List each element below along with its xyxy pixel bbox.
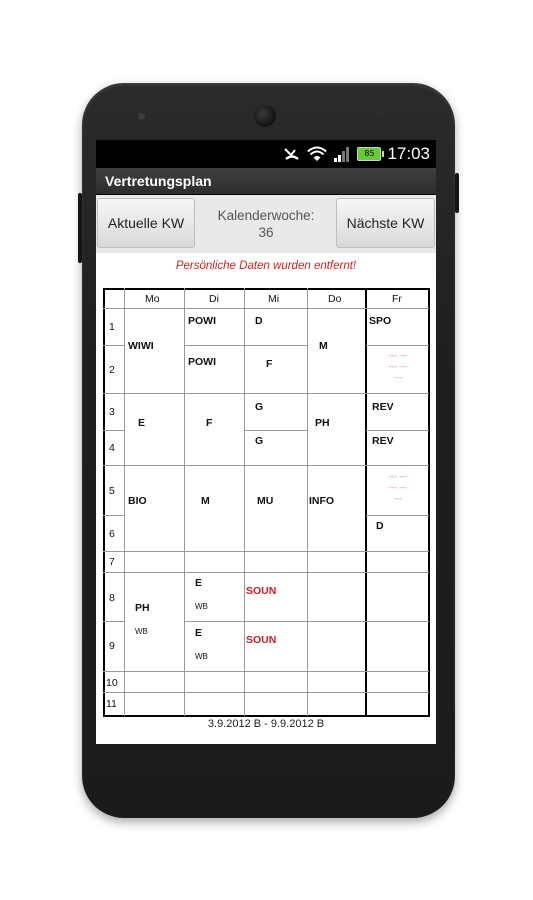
room-di-8: WB: [195, 602, 208, 611]
redacted-line: ---: [394, 373, 402, 382]
next-week-button[interactable]: Nächste KW: [336, 198, 435, 248]
lesson-mi-2[interactable]: F: [266, 358, 273, 370]
lesson-mi-4[interactable]: G: [255, 435, 264, 447]
redacted-line: --- ---: [388, 351, 408, 360]
redacted-line: --- ---: [388, 483, 408, 492]
lesson-di-1[interactable]: POWI: [188, 315, 216, 327]
lesson-mi-5-6[interactable]: MU: [257, 495, 274, 507]
lesson-fr-4[interactable]: REV: [372, 435, 394, 447]
light-sensor: [376, 111, 384, 115]
calendar-week-number: 36: [258, 225, 274, 240]
redacted-line: ---: [394, 494, 402, 503]
redacted-fr-5: [378, 471, 418, 504]
app-bar: [96, 168, 436, 195]
volume-button: [78, 193, 82, 263]
period-10: 10: [106, 677, 118, 689]
day-header-fr: Fr: [392, 293, 402, 305]
proximity-sensor: [138, 113, 145, 120]
lesson-mo-1-2[interactable]: WIWI: [128, 340, 154, 352]
date-range: 3.9.2012 B - 9.9.2012 B: [207, 718, 325, 730]
lesson-mo-5-6[interactable]: BIO: [128, 495, 147, 507]
lesson-di-3-4[interactable]: F: [206, 417, 213, 429]
clock: 17:03: [387, 144, 430, 163]
missed-call-icon: [283, 145, 301, 163]
lesson-fr-3[interactable]: REV: [372, 401, 394, 413]
lesson-mi-9-substitution[interactable]: SOUN: [246, 634, 277, 646]
lesson-mi-1[interactable]: D: [255, 315, 263, 327]
period-2: 2: [109, 364, 115, 376]
day-header-do: Do: [328, 293, 342, 305]
period-4: 4: [109, 442, 115, 454]
period-9: 9: [109, 640, 115, 652]
lesson-mo-8-9[interactable]: PH: [135, 602, 150, 614]
lesson-di-2[interactable]: POWI: [188, 356, 216, 368]
signal-icon: [333, 145, 351, 163]
battery-level: 85: [364, 149, 375, 158]
day-header-mo: Mo: [145, 293, 160, 305]
current-week-button[interactable]: Aktuelle KW: [97, 198, 195, 248]
lesson-mo-3-4[interactable]: E: [138, 417, 146, 429]
day-header-mi: Mi: [268, 293, 280, 305]
period-6: 6: [109, 528, 115, 540]
screen: [96, 140, 436, 744]
lesson-fr-6[interactable]: D: [376, 520, 384, 532]
lesson-do-3-4[interactable]: PH: [315, 417, 330, 429]
redacted-fr-2: [378, 350, 418, 383]
period-5: 5: [109, 485, 115, 497]
lesson-mi-3[interactable]: G: [255, 401, 264, 413]
period-1: 1: [109, 321, 115, 333]
privacy-notice: Persönliche Daten wurden entfernt!: [175, 260, 357, 272]
app-title: Vertretungsplan: [105, 173, 212, 189]
period-7: 7: [109, 556, 115, 568]
lesson-do-1-2[interactable]: M: [319, 340, 328, 352]
room-mo-8-9: WB: [135, 627, 148, 636]
battery-icon: [357, 147, 381, 161]
lesson-fr-1[interactable]: SPO: [369, 315, 392, 327]
lesson-di-5-6[interactable]: M: [201, 495, 210, 507]
lesson-di-9[interactable]: E: [195, 627, 203, 639]
period-3: 3: [109, 406, 115, 418]
room-di-9: WB: [195, 652, 208, 661]
period-8: 8: [109, 592, 115, 604]
wifi-icon: [307, 145, 327, 163]
period-11: 11: [106, 698, 117, 710]
calendar-week-label: [200, 207, 332, 241]
power-button: [455, 173, 459, 213]
week-navigation: [96, 195, 436, 253]
status-bar: [96, 140, 436, 168]
lesson-mi-8-substitution[interactable]: SOUN: [246, 585, 277, 597]
lesson-do-5-6[interactable]: INFO: [309, 495, 335, 507]
redacted-line: --- ---: [388, 362, 408, 371]
front-camera: [254, 105, 276, 127]
calendar-week-text: Kalenderwoche:: [217, 208, 315, 223]
redacted-line: --- ---: [388, 472, 408, 481]
day-header-di: Di: [209, 293, 219, 305]
main-content: [96, 195, 436, 744]
lesson-di-8[interactable]: E: [195, 577, 203, 589]
